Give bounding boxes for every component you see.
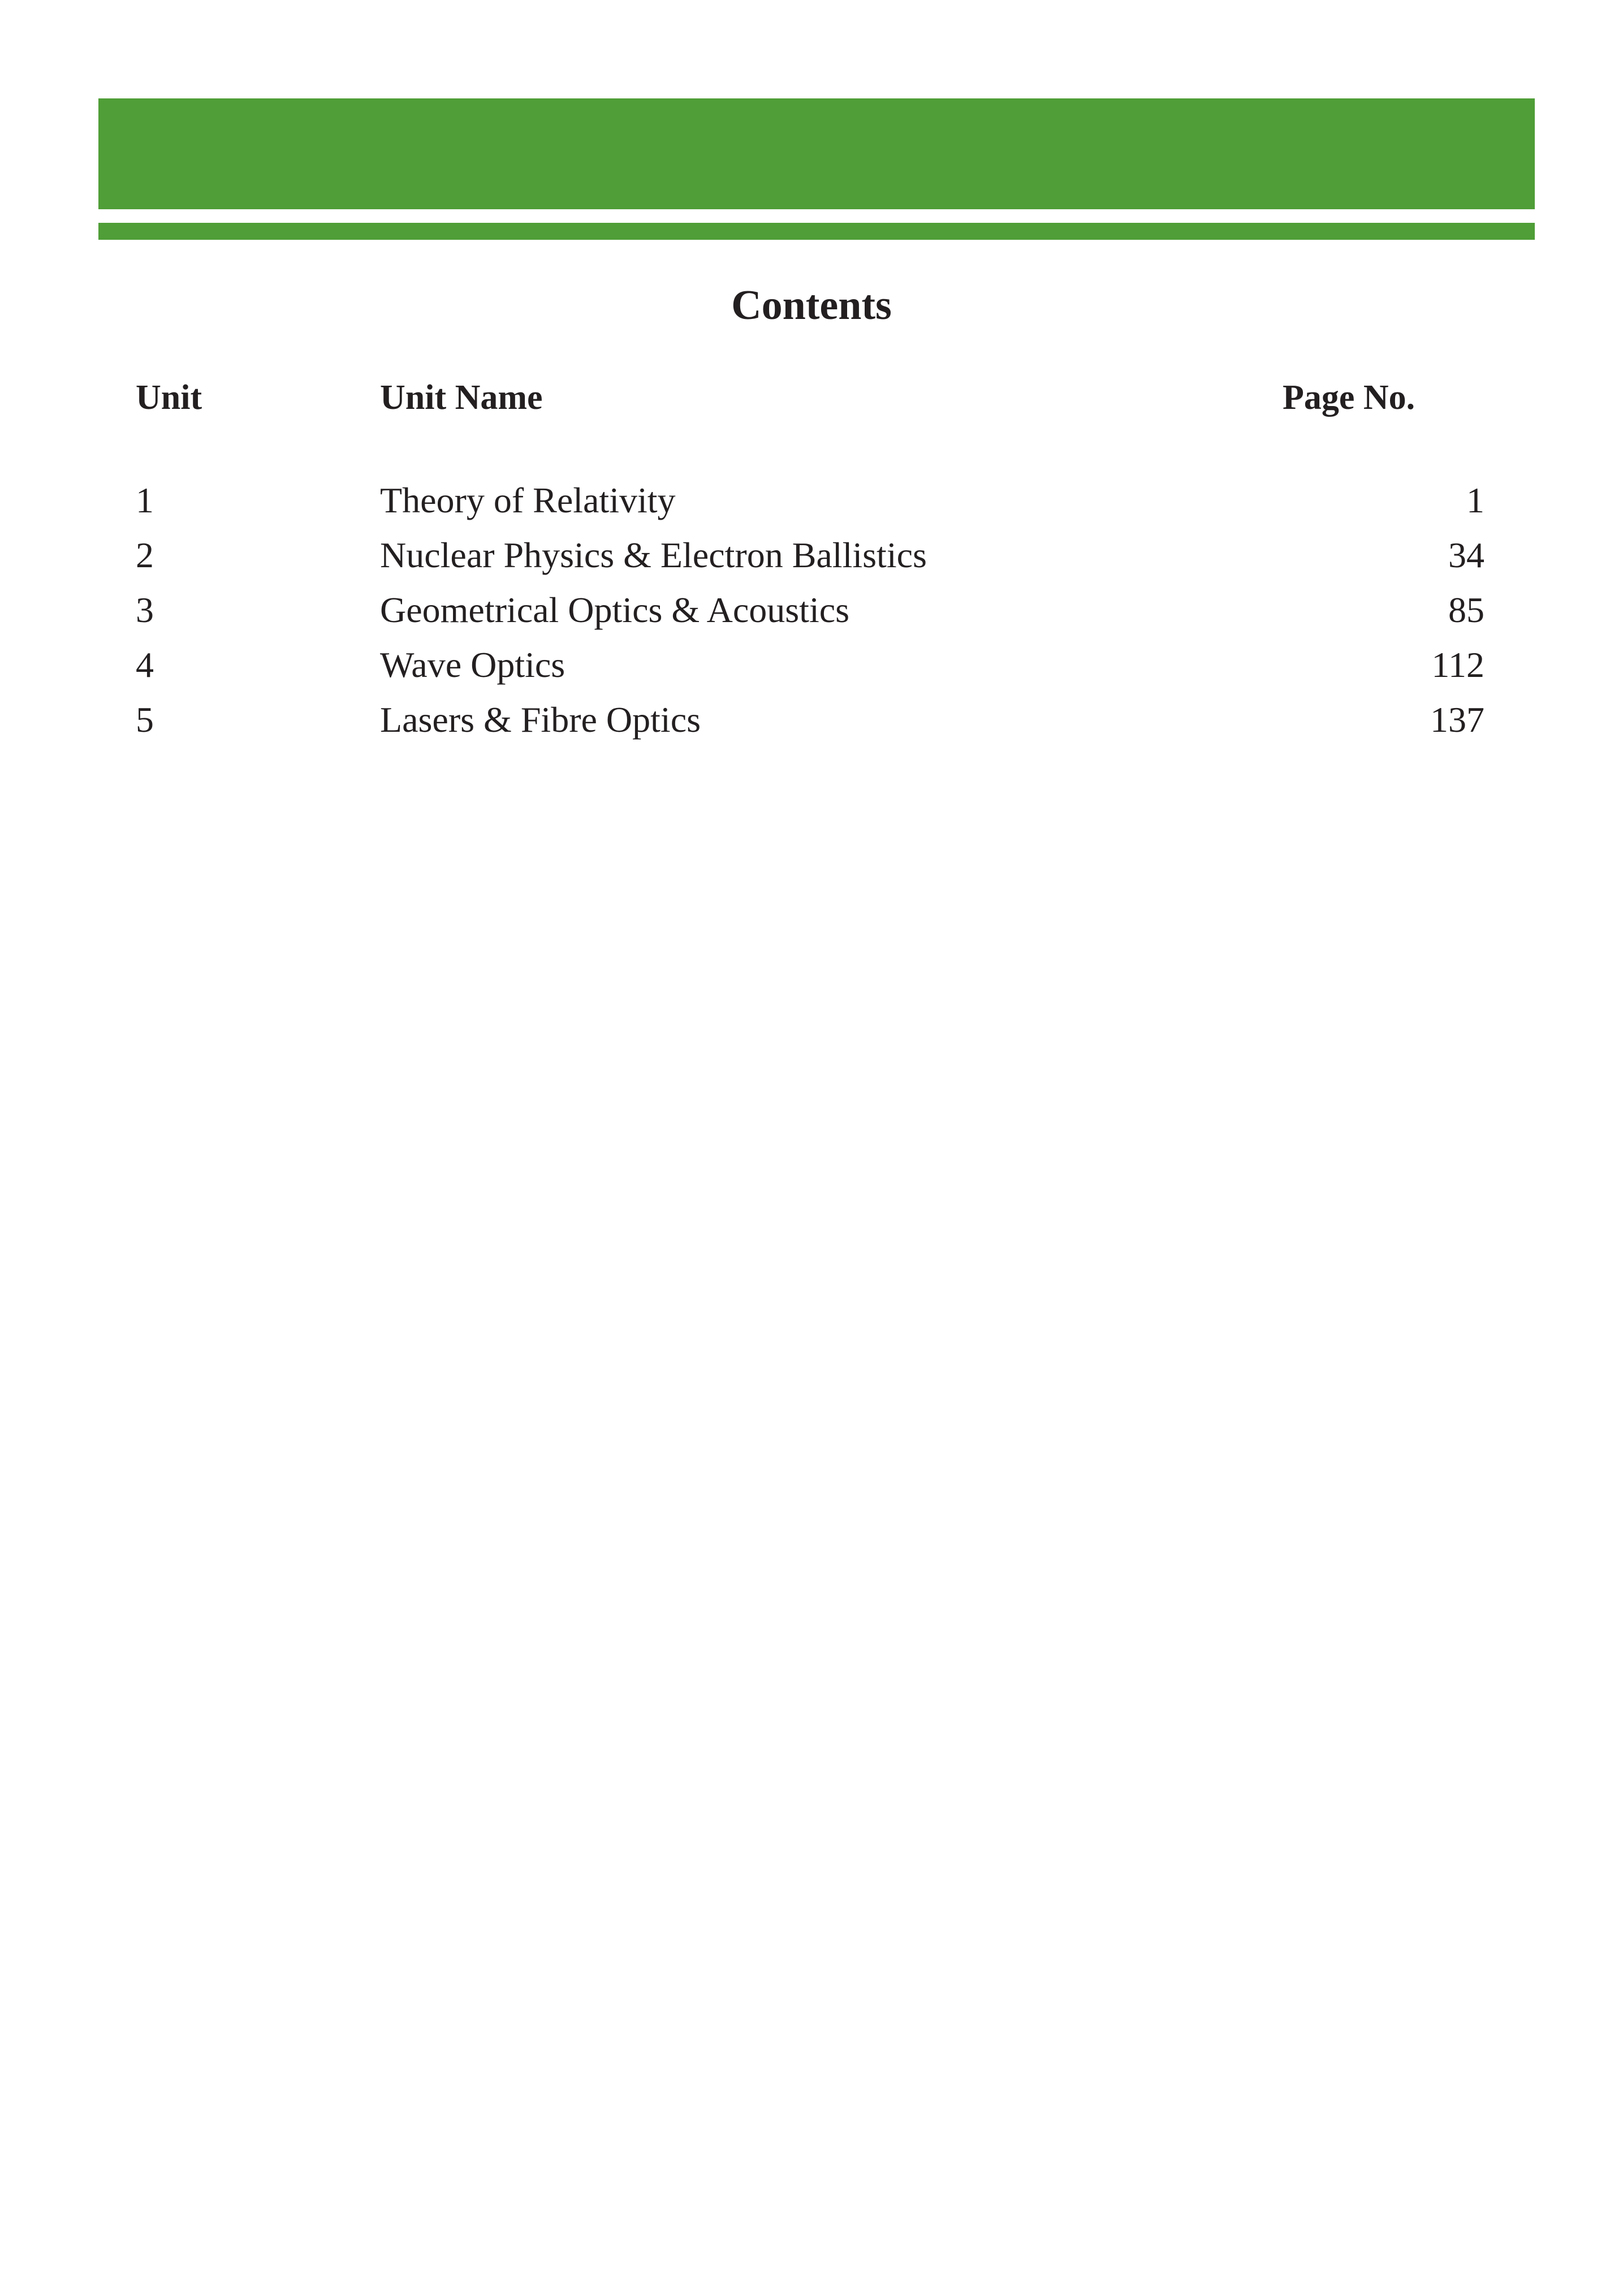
- unit-number: 3: [136, 590, 154, 630]
- contents-row[interactable]: [0, 692, 1623, 747]
- unit-number: 4: [136, 645, 154, 685]
- header-band: [98, 98, 1535, 209]
- unit-number: 1: [136, 480, 154, 520]
- unit-number: 2: [136, 535, 154, 575]
- column-header-unit-name: Unit Name: [380, 378, 543, 417]
- page-number: 137: [1430, 700, 1484, 740]
- unit-name: Wave Optics: [380, 645, 566, 685]
- column-header-unit: Unit: [136, 378, 202, 417]
- contents-list: [0, 473, 1623, 747]
- page-title: Contents: [731, 282, 892, 329]
- page-number: 112: [1431, 645, 1484, 685]
- contents-row[interactable]: [0, 637, 1623, 692]
- unit-name: Nuclear Physics & Electron Ballistics: [380, 535, 927, 575]
- unit-number: 5: [136, 700, 154, 740]
- page-number: 1: [1466, 480, 1484, 520]
- header-rule: [98, 223, 1535, 240]
- contents-row[interactable]: [0, 473, 1623, 528]
- unit-name: Lasers & Fibre Optics: [380, 700, 701, 740]
- column-header-page-no: Page No.: [1283, 378, 1415, 417]
- unit-name: Geometrical Optics & Acoustics: [380, 590, 850, 630]
- contents-row[interactable]: [0, 528, 1623, 582]
- contents-row[interactable]: [0, 582, 1623, 637]
- unit-name: Theory of Relativity: [380, 480, 676, 520]
- page-number: 34: [1448, 535, 1484, 575]
- page-number: 85: [1448, 590, 1484, 630]
